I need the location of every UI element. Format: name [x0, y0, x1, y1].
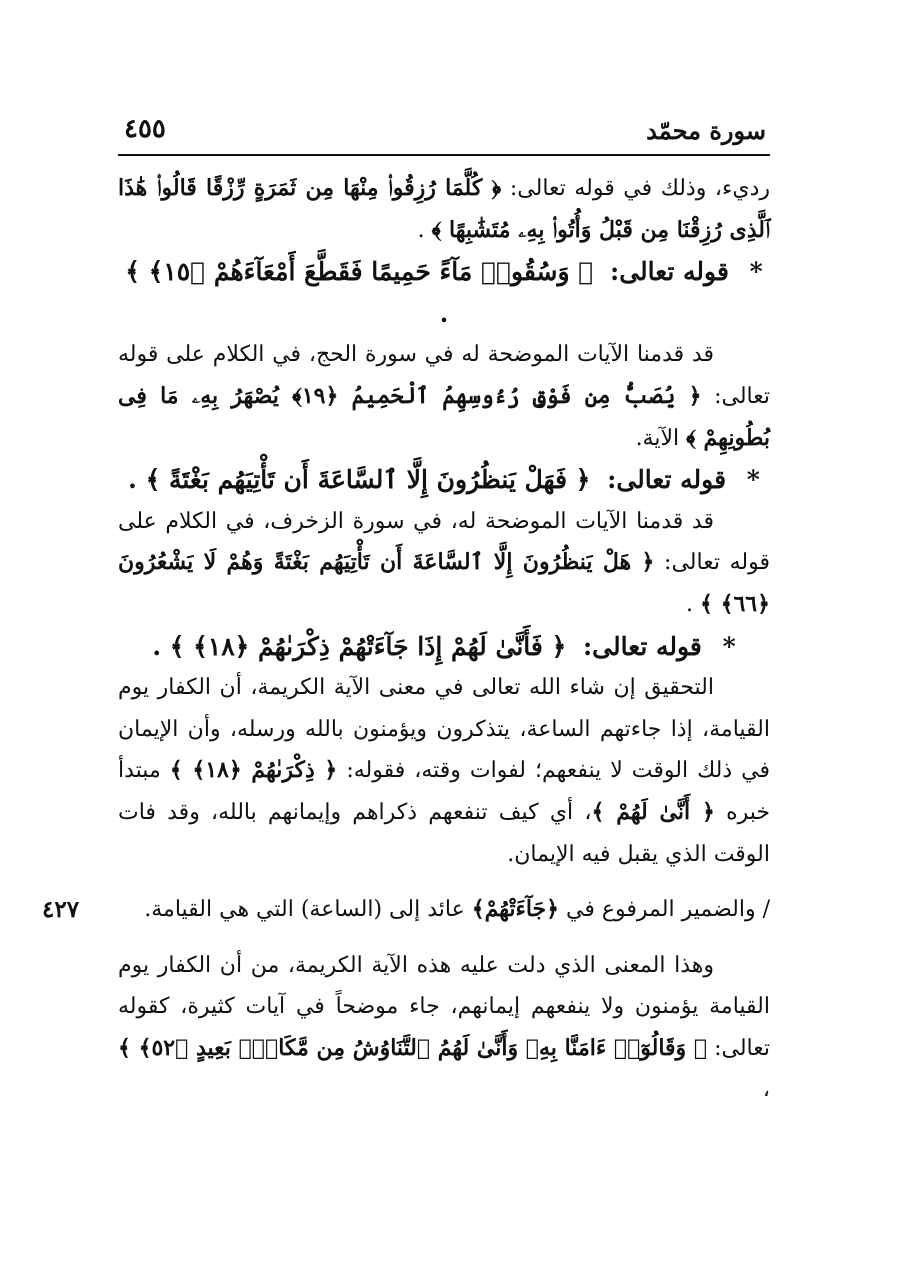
quran-verse: ﴿ يُصَبُّ مِن فَوْقِ رُءُوسِهِمُ ٱلْحَمِيمُ ﴿١٩﴾ يُصْهَرُ بِهِۦ مَا فِى بُطُونِهِمْ ﴾ — [118, 382, 770, 451]
punctuation: . — [439, 298, 449, 328]
section-heading-1 — [118, 251, 770, 334]
punctuation: . — [417, 217, 425, 243]
punctuation: . — [152, 631, 162, 661]
paragraph-2 — [118, 334, 770, 459]
paragraph-text: التحقيق إن شاء الله تعالى في معنى الآية الكريمة، أن الكفار يوم القيامة، إذا جاءتهم الساعة، يتذكرون ويؤمنون بالله ورسله، وأن الإيمان في ذلك الوقت لا ينفعهم؛ لفوات وقته، فقوله: — [118, 675, 771, 784]
quran-verse: ﴿ وَقَالُوٓا۟ ءَامَنَّا بِهِۦ وَأَنَّىٰ لَهُمُ ٱلتَّنَاوُشُ مِن مَّكَانٍۭ بَعِيدٍ ﴿٥٢﴾ ﴾ — [118, 1034, 708, 1061]
quran-verse: ﴿ وَسُقُوا۟ مَآءً حَمِيمًا فَقَطَّعَ أَمْعَآءَهُمْ ﴿١٥﴾ ﴾ — [125, 257, 594, 287]
star-marker: * — [749, 257, 763, 287]
star-marker: * — [746, 465, 760, 495]
paragraph-text: قد قدمنا الآيات الموضحة له، في سورة الزخرف، في الكلام على قوله تعالى: — [118, 508, 770, 576]
section-heading-3 — [118, 626, 770, 668]
spacer — [118, 875, 770, 889]
spacer — [118, 931, 770, 945]
paragraph-text: ، أي كيف تنفعهم ذكراهم وإيمانهم بالله، وقد فات الوقت الذي يقبل فيه الإيمان. — [118, 799, 770, 867]
surah-title: سورة محمّد — [646, 116, 766, 145]
punctuation: . — [686, 591, 694, 617]
heading-label: قوله تعالى: — [582, 631, 702, 661]
quran-verse: ﴿جَآءَتْهُمْ﴾ — [471, 896, 560, 923]
quran-verse: ﴿ ذِكْرَىٰهُمْ ﴿١٨﴾ ﴾ — [169, 757, 338, 784]
punctuation: . — [128, 465, 137, 495]
margin-page-number: ٤٢٧ — [42, 896, 80, 924]
paragraph-5 — [42, 889, 770, 931]
star-marker: * — [722, 631, 736, 661]
quran-verse: ﴿ فَهَلْ يَنظُرُونَ إِلَّا ٱلسَّاعَةَ أَن تَأْتِيَهُم بَغْتَةً ﴾ — [145, 465, 591, 495]
paragraph-text: / والضمير المرفوع في — [566, 897, 770, 923]
quran-verse: ﴿ كُلَّمَا رُزِقُوا۟ مِنْهَا مِن ثَمَرَةٍ رِّزْقًا قَالُوا۟ هَٰذَا ٱلَّذِى رُزِقْنَا مِن قَبْلُ وَأُتُوا۟ بِهِۦ مُتَشَٰبِهًا ﴾ — [118, 175, 770, 243]
quran-verse: ﴿ هَلْ يَنظُرُونَ إِلَّا ٱلسَّاعَةَ أَن تَأْتِيَهُم بَغْتَةً وَهُمْ لَا يَشْعُرُونَ ﴿٦٦﴾ ﴾ — [118, 549, 770, 617]
punctuation: ، — [762, 1077, 770, 1103]
paragraph-text: عائد إلى (الساعة) التي هي القيامة. — [144, 897, 465, 923]
heading-label: قوله تعالى: — [607, 465, 727, 495]
paragraph-6 — [118, 945, 770, 1111]
paragraph-4 — [118, 667, 770, 875]
page-number: ٤٥٥ — [124, 114, 166, 144]
paragraph-text: مبتدأ خبره — [118, 758, 770, 825]
paragraph-text: رديء، وذلك في قوله تعالى: — [509, 176, 771, 201]
quran-verse: ﴿ أَنَّىٰ لَهُمْ ﴾ — [591, 798, 715, 825]
page-body — [42, 168, 771, 1111]
section-heading-2 — [118, 459, 770, 501]
paragraph-1 — [118, 168, 770, 251]
paragraph-text: وهذا المعنى الذي دلت عليه هذه الآية الكريمة، من أن الكفار يوم القيامة يؤمنون ولا ينفعهم إيمانهم، جاء موضحاً في آيات كثيرة، كقوله تعالى: — [118, 952, 770, 1061]
paragraph-text: قد قدمنا الآيات الموضحة له في سورة الحج، في الكلام على قوله تعالى: — [118, 342, 770, 409]
paragraph-end: الآية. — [635, 425, 680, 451]
heading-label: قوله تعالى: — [609, 257, 729, 287]
quran-verse: ﴿ فَأَنَّىٰ لَهُمْ إِذَا جَآءَتْهُمْ ذِكْرَىٰهُمْ ﴿١٨﴾ ﴾ — [169, 631, 567, 661]
paragraph-3 — [118, 501, 770, 626]
page-header — [118, 110, 770, 156]
